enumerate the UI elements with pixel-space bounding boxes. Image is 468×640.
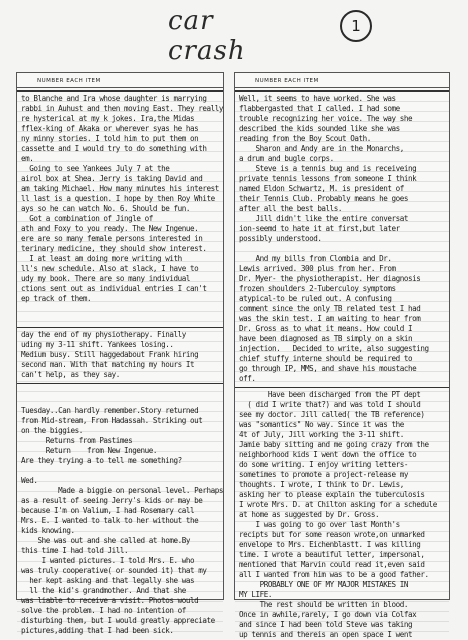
text-line: a drum and bugle corps. (239, 154, 334, 163)
right-column-body (235, 92, 449, 640)
text-line: do some writing. I enjoy writing letters- (239, 460, 408, 469)
text-line: am taking Michael. How many minutes his interest (21, 184, 219, 193)
text-line: And my bills from Clombia and Dr. (239, 254, 392, 263)
text-line (21, 466, 220, 476)
text-line: private tennis lessons from someone I think (239, 174, 417, 183)
text-line: Once in awhile,rarely, I go down via Colfax (239, 610, 417, 619)
text-line: day the end of my physiotherapy. Finally (21, 330, 186, 339)
text-line: Sharon and Andy are in the Monarchs, (239, 144, 404, 153)
text-line: Medium busy. Still haggedabout Frank hiring (21, 350, 199, 359)
section-divider (17, 383, 223, 384)
text-line: see my doctor. Jill called( the TB reference) (239, 410, 425, 419)
text-line: Wed. (21, 476, 38, 485)
text-line: The rest should be written in blood. (239, 600, 408, 609)
left-column-body (17, 92, 223, 636)
text-line: Made a biggie on personal level. Perhaps (21, 486, 223, 495)
text-line: ere are so many female persons interested in (21, 234, 203, 243)
column-header: NUMBER EACH ITEM (17, 73, 223, 92)
left-section-3 (21, 406, 223, 636)
text-line: ctions sent out as individual entries I can't (21, 284, 207, 293)
text-line: and since I had been told Steve was taking (239, 620, 413, 629)
column-header: NUMBER EACH ITEM (235, 73, 449, 92)
text-line: She was out and she called at home.By (21, 536, 190, 545)
text-line: at home as suggested by Dr. Gross. (239, 510, 380, 519)
text-line: rabbi in Auhust and then moving East. They really (21, 104, 223, 113)
text-line: described the kids sounded like she was (239, 124, 400, 133)
text-line: to Blanche and Ira whose daughter is marrying (21, 94, 207, 103)
text-line: ( did I write that?) and was told I should (239, 400, 421, 409)
text-line: atypical-to be ruled out. A confusing (239, 294, 392, 303)
text-line: can't help, as they say. (21, 370, 120, 379)
text-line: MY LIFE. (239, 590, 272, 599)
text-line: I wanted pictures. I told Mrs. E. who (21, 556, 195, 565)
right-page-column (234, 72, 450, 639)
text-line: have been diagnosed as TB simply on a skin (239, 334, 413, 343)
section-divider (17, 327, 223, 328)
text-line: named Eldon Schwartz, M. is president of (239, 184, 404, 193)
text-line: Tuesday..Can hardly remember.Story returned (21, 406, 199, 415)
text-line: I was going to go over last Month's (239, 520, 400, 529)
text-line: Going to see Yankees July 7 at the (21, 164, 170, 173)
text-line: ny minny stories. I told him to put them on (21, 134, 199, 143)
text-line: sometimes to promote a project-release my (239, 470, 408, 479)
text-line: thoughts. I wrote, I think to Dr. Lewis, (239, 480, 404, 489)
text-line: recipts but for some reason wrote,on unmarked (239, 530, 425, 539)
text-line: re hysterical at my k jokes. Ira,the Midas (21, 114, 195, 123)
text-line: disturbing them, but I would greatly appreciate (21, 616, 215, 625)
text-line: solve the problem. I had no intention of (21, 606, 186, 615)
text-line: was "somantics" No way. Since it was the (239, 420, 404, 429)
text-line: Got a combination of Jingle of (21, 214, 153, 223)
text-line: Jill didn't like the entire conversat (239, 214, 408, 223)
text-line: Mrs. E. I wanted to talk to her without the (21, 516, 199, 525)
text-line: as a result of seeing Jerry's kids or may be (21, 496, 203, 505)
text-line: Return from New Ingenue. (21, 446, 158, 455)
text-line: was liable to receive a visit. Photos would (21, 596, 199, 605)
text-line: off. (239, 374, 256, 383)
right-section-1 (239, 94, 446, 384)
text-line: ll the kid's grandmother. And that she (21, 586, 186, 595)
text-line: time. I wrote a beautiful letter, impersonal, (239, 550, 425, 559)
text-line: up tennis and thereis an open space I went (239, 630, 413, 639)
text-line: 4t of July, Jill working the 3-11 shift. (239, 430, 404, 439)
text-line: Lewis arrived. 300 plus from her. From (239, 264, 396, 273)
text-line: ion-seemd to hate it at first,but later (239, 224, 400, 233)
text-line: uding my 3-11 shift. Yankees losing.. (21, 340, 174, 349)
text-line: from Mid-stream, From Hadassah. Striking out (21, 416, 203, 425)
page-title: car crash (168, 6, 246, 66)
text-line: Are they trying a to tell me something? (21, 456, 182, 465)
text-line: reading from the Boy Scout Oath. (239, 134, 371, 143)
text-line: pictures,adding that I had been sick. (21, 626, 174, 635)
text-line: chief stuffy interne should be required to (239, 354, 413, 363)
text-line: was truly cooperative( or sounded it) that my (21, 566, 207, 575)
text-line: ays so he can watch No. 6. Should be fun. (21, 204, 190, 213)
text-line: possibly understood. (239, 234, 322, 243)
page-number-circle: 1 (340, 10, 372, 42)
text-line: was the skin test. I am waiting to hear from (239, 314, 421, 323)
text-line: Returns from Pastimes (21, 436, 133, 445)
text-line: comment since the only TB related test I had (239, 304, 421, 313)
text-line: cassette and I would try to do something with (21, 144, 207, 153)
text-line: frozen shoulders 2-Tuberculoy symptoms (239, 284, 396, 293)
text-line: ath and Foxy to you ready. The New Ingenue. (21, 224, 199, 233)
text-line: because I'm on Valium, I had Rosemary call (21, 506, 195, 515)
text-line: Jamie baby sitting and me going crazy from the (239, 440, 429, 449)
right-section-2 (239, 390, 446, 640)
text-line: airol box at Shea. Jerry is taking David and (21, 174, 203, 183)
text-line: ll's new schedule. Also at slack, I have to (21, 264, 199, 273)
text-line: fflex-king of Akaka or wherever syas he has (21, 124, 199, 133)
text-line: injection. Decided to write, also suggesting (239, 344, 429, 353)
text-line (239, 244, 446, 254)
text-line: PROBABLY ONE OF MY MAJOR MISTAKES IN (239, 580, 408, 589)
text-line: terinary medicine, they should show interest. (21, 244, 207, 253)
text-line: ll last is a question. I hope by then Roy White (21, 194, 215, 203)
left-page-column (16, 72, 224, 635)
text-line: on the biggies. (21, 426, 83, 435)
text-line: after all the best balls. (239, 204, 343, 213)
text-line: flabbergasted that I called. I had some (239, 104, 400, 113)
left-section-2 (21, 330, 220, 380)
text-line: I at least am doing more writing with (21, 254, 182, 263)
text-line: Well, it seems to have worked. She was (239, 94, 396, 103)
text-line: envelope to Mrs. Eichenblastt. I was killing (239, 540, 421, 549)
text-line: I wrote Mrs. D. at Chilton asking for a schedule (239, 500, 437, 509)
left-section-1 (21, 94, 223, 304)
text-line: Have been discharged from the PT dept (239, 390, 421, 399)
text-line: Dr. Myer- the physiotherapist. Her diagnosis (239, 274, 421, 283)
text-line: go through IP, MMS, and shave his moustache (239, 364, 417, 373)
text-line: her kept asking and that legally she was (21, 576, 195, 585)
text-line: all I wanted from him was to be a good father. (239, 570, 429, 579)
text-line: this time I had told Jill. (21, 546, 129, 555)
text-line: ep track of them. (21, 294, 92, 303)
text-line: kids knowing. (21, 526, 75, 535)
text-line: Dr. Gross as to what it means. How could I (239, 324, 413, 333)
text-line: em. (21, 154, 34, 163)
text-line: their Tennis Club. Probably means he goes (239, 194, 408, 203)
section-divider (235, 387, 449, 388)
text-line: udy my book. There are so many individual (21, 274, 190, 283)
text-line: neighborhood kids I went down the office to (239, 450, 417, 459)
text-line: trouble recognizing her voice. The way she (239, 114, 413, 123)
text-line: second man. With that matching my hours It (21, 360, 195, 369)
text-line: asking her to please explain the tuberculosis (239, 490, 425, 499)
text-line: Steve is a tennis bug and is receiveing (239, 164, 417, 173)
text-line: mentioned that Marvin could read it,even said (239, 560, 425, 569)
